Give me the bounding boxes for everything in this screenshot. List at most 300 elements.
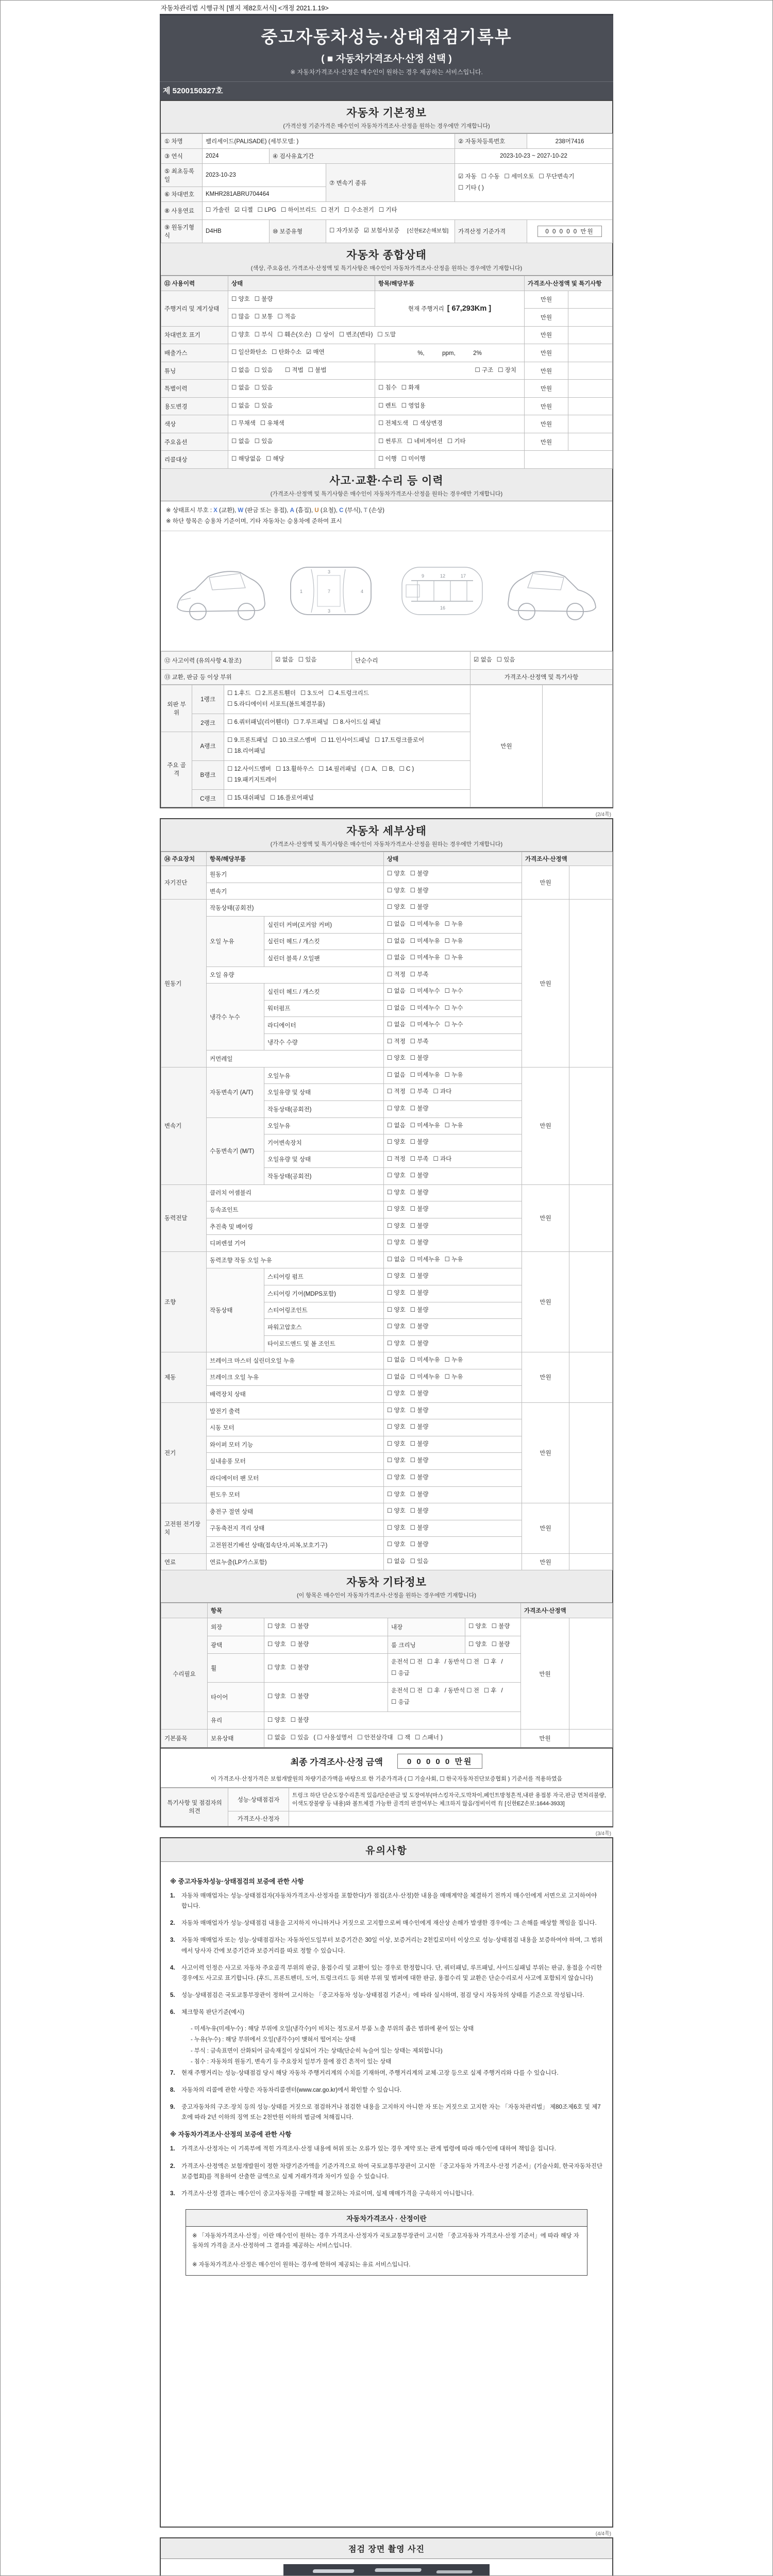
checkbox-17.트렁크플로어[interactable]: ☐ 17.트렁크플로어 [374, 737, 425, 743]
checkbox-불량[interactable]: ☐ 불량 [290, 1693, 309, 1700]
notices-title: 유의사항 [161, 1838, 612, 1862]
checkbox-훼손(오손)[interactable]: ☐ 훼손(오손) [277, 331, 312, 338]
checkbox-없음[interactable]: ☐ 없음 [387, 988, 406, 995]
checkbox-적정[interactable]: ☐ 적정 [387, 1156, 406, 1162]
checkbox-부족[interactable]: ☐ 부족 [410, 971, 429, 978]
checkbox-양호[interactable]: ☐ 양호 [387, 1440, 406, 1447]
checkbox-불량[interactable]: ☐ 불량 [410, 1524, 429, 1531]
reg-no-label-text: ② 자동차등록번호 [458, 139, 506, 145]
checkbox-불량[interactable]: ☐ 불량 [254, 296, 273, 302]
checkbox-누유[interactable]: ☐ 누유 [444, 1122, 463, 1129]
checkbox-양호[interactable]: ☐ 양호 [387, 1189, 406, 1196]
cell-text: 배출가스 [164, 350, 188, 357]
checkbox-부족[interactable]: ☐ 부족 [410, 1156, 429, 1162]
checkbox-양호[interactable]: ☐ 양호 [387, 1340, 406, 1347]
checkbox-과다[interactable]: ☐ 과다 [433, 1156, 452, 1162]
table-cell [207, 1419, 384, 1436]
replaced-panels-label-text: ⑬ 교환, 판금 등 이상 부위 [164, 674, 232, 681]
checkbox-양호[interactable]: ☐ 양호 [387, 1240, 406, 1246]
checkbox-세미오토[interactable]: ☐ 세미오토 [504, 173, 534, 180]
notice-item [170, 1891, 603, 1911]
status-symbol-T: T [363, 507, 367, 514]
table-cell [375, 415, 525, 433]
checkbox-불량[interactable]: ☐ 불량 [491, 1641, 510, 1648]
checkbox-보험사보증[interactable]: ☑ 보험사보증 [363, 227, 400, 234]
table-cell [264, 1268, 384, 1285]
base-price-value [527, 219, 613, 243]
inspection-period-value-text: 2023-10-23 ~ 2027-10-22 [500, 153, 567, 159]
car-name-value [203, 134, 455, 149]
checkbox-해당없음[interactable]: ☐ 해당없음 [231, 456, 261, 463]
checkbox-없음[interactable]: ☐ 없음 [267, 1735, 286, 1741]
table-cell [522, 1553, 569, 1570]
first-reg-date-label [161, 164, 203, 187]
notice-item [170, 2144, 603, 2154]
checkbox-9.프론트패널[interactable]: ☐ 9.프론트패널 [227, 737, 268, 743]
checkbox-양호[interactable]: ☐ 양호 [267, 1665, 286, 1671]
accident-history-label-text: ⑫ 사고이력 (유의사항 4.참조) [164, 658, 242, 665]
checkbox-불량[interactable]: ☐ 불량 [290, 1665, 309, 1671]
checkbox-있음[interactable]: ☐ 있음 [290, 1735, 309, 1741]
checkbox-후[interactable]: ☐ 후 [427, 1659, 440, 1666]
checkbox-미세누유[interactable]: ☐ 미세누유 [410, 1357, 440, 1364]
checkbox-렌트[interactable]: ☐ 렌트 [378, 402, 397, 409]
checkbox-불량[interactable]: ☐ 불량 [410, 904, 429, 911]
checkbox-누유[interactable]: ☐ 누유 [444, 1374, 463, 1380]
checkbox-양호[interactable]: ☐ 양호 [267, 1623, 286, 1630]
checkbox-양호[interactable]: ☐ 양호 [468, 1623, 487, 1630]
checkbox-도말[interactable]: ☐ 도말 [377, 331, 396, 338]
checkbox-많음[interactable]: ☐ 많음 [231, 314, 250, 320]
status-symbol-desc: (판금 또는 용접), [243, 507, 290, 514]
checkbox-미이행[interactable]: ☐ 미이행 [401, 456, 426, 463]
checkbox-불량[interactable]: ☐ 불량 [410, 1541, 429, 1548]
checkbox-6.쿼터패널(리어휀더)[interactable]: ☐ 6.쿼터패널(리어휀더) [227, 719, 289, 726]
checkbox-8.사이드실 패널[interactable]: ☐ 8.사이드실 패널 [333, 719, 381, 726]
checkbox-양호[interactable]: ☐ 양호 [267, 1693, 286, 1700]
table-row [161, 415, 613, 433]
notice-item-text: 중고자동차의 구조·장치 등의 성능·상태를 거짓으로 점검하거나 점검한 내용을 고지하지 아니한 자 또는 거짓으로 고지한 자는 「자동차관리법」 제80조제6호 및 제7호에 따라 2년 이하의 징역 또는 2천만원 이하의 벌금에 처해집니다. [181, 2104, 601, 2121]
checkbox-수동[interactable]: ☐ 수동 [481, 173, 500, 180]
checkbox-보통[interactable]: ☐ 보통 [254, 314, 273, 320]
accident-history-options [272, 652, 352, 670]
checkbox-매연[interactable]: ☑ 매연 [306, 349, 325, 356]
checkbox-누유[interactable]: ☐ 누유 [444, 1357, 463, 1364]
table-cell [525, 276, 613, 291]
checkbox-양호[interactable]: ☐ 양호 [387, 1458, 406, 1464]
emission-values [375, 344, 525, 362]
checkbox-없음[interactable]: ☑ 없음 [474, 657, 492, 664]
checkbox-불량[interactable]: ☐ 불량 [410, 1307, 429, 1313]
checkbox-양호[interactable]: ☐ 양호 [387, 1223, 406, 1229]
car-name-label [161, 134, 203, 149]
svg-text:3: 3 [328, 569, 331, 575]
checkbox-적법[interactable]: ☐ 적법 [284, 367, 304, 374]
checkbox-양호[interactable]: ☐ 양호 [387, 1273, 406, 1280]
checkbox-장치[interactable]: ☐ 장치 [498, 367, 516, 374]
checkbox-불량[interactable]: ☐ 불량 [410, 1273, 429, 1280]
checkbox-불량[interactable]: ☐ 불량 [410, 1340, 429, 1347]
checkbox-전[interactable]: ☐ 전 [410, 1688, 423, 1694]
checkbox-13.휠하우스[interactable]: ☐ 13.휠하우스 [276, 766, 314, 772]
checkbox-누유[interactable]: ☐ 누유 [444, 921, 463, 927]
checkbox-불량[interactable]: ☐ 불량 [410, 1189, 429, 1196]
emission-values-text: %, ppm, 2% [417, 350, 482, 357]
checkbox-미세누유[interactable]: ☐ 미세누유 [410, 1122, 440, 1129]
checkbox-가솔린[interactable]: ☐ 가솔린 [206, 207, 230, 213]
checkbox-안전삼각대[interactable]: ☐ 안전삼각대 [357, 1735, 393, 1741]
checkbox-18.리어패널[interactable]: ☐ 18.리어패널 [227, 748, 265, 755]
table-cell [375, 362, 525, 380]
checkbox-없음[interactable]: ☐ 없음 [387, 1022, 406, 1028]
checkbox-불량[interactable]: ☐ 불량 [410, 1491, 429, 1498]
checkbox-있음[interactable]: ☐ 있음 [254, 385, 273, 392]
checkbox-불량[interactable]: ☐ 불량 [410, 1139, 429, 1146]
checkbox-미세누수[interactable]: ☐ 미세누수 [410, 1005, 440, 1011]
table-cell [384, 1520, 522, 1537]
checkbox-후[interactable]: ☐ 후 [483, 1659, 497, 1666]
notice-item-number: 5. [170, 1992, 175, 1998]
checkbox-미세누유[interactable]: ☐ 미세누유 [410, 1072, 440, 1078]
high-voltage-section-label [161, 1503, 207, 1554]
warranty-type-options-tail: [신한EZ손해보험] [407, 227, 449, 234]
checkbox-불량[interactable]: ☐ 불량 [410, 1055, 429, 1062]
table-cell [264, 1067, 384, 1084]
checkbox-양호[interactable]: ☐ 양호 [387, 1290, 406, 1296]
checkbox-양호[interactable]: ☐ 양호 [387, 1139, 406, 1146]
checkbox-양호[interactable]: ☐ 양호 [267, 1717, 286, 1723]
checkbox-양호[interactable]: ☐ 양호 [267, 1641, 286, 1648]
table-row [161, 362, 613, 380]
checkbox-4.트렁크리드[interactable]: ☐ 4.트렁크리드 [328, 690, 369, 697]
checkbox-불량[interactable]: ☐ 불량 [410, 1324, 429, 1330]
checkbox-누수[interactable]: ☐ 누수 [444, 988, 463, 995]
checkbox-없음[interactable]: ☐ 없음 [231, 402, 250, 409]
section-page1 [160, 100, 613, 808]
engine-model-value [203, 219, 270, 243]
checkbox-색상변경[interactable]: ☐ 색상변경 [412, 420, 443, 427]
table-cell [522, 900, 569, 1067]
outer-panel-label-text: 외판 부위 [167, 701, 186, 716]
checkbox-불량[interactable]: ☐ 불량 [410, 1407, 429, 1414]
checkbox-전[interactable]: ☐ 전 [466, 1659, 479, 1666]
checkbox-양호[interactable]: ☐ 양호 [387, 1391, 406, 1397]
cell-text: 1랭크 [200, 697, 215, 703]
table-row [161, 1503, 613, 1520]
checkbox-불량[interactable]: ☐ 불량 [410, 1424, 429, 1431]
checkbox-부족[interactable]: ☐ 부족 [410, 1038, 429, 1045]
checkbox-미세누유[interactable]: ☐ 미세누유 [410, 921, 440, 927]
checkbox-불량[interactable]: ☐ 불량 [410, 1508, 429, 1515]
checkbox-양호[interactable]: ☐ 양호 [387, 1475, 406, 1481]
checkbox-양호[interactable]: ☐ 양호 [387, 1424, 406, 1431]
checkbox-응급[interactable]: ☐ 응급 [391, 1670, 410, 1676]
checkbox-후[interactable]: ☐ 후 [427, 1688, 440, 1694]
transmission-type-label-text: ⑦ 변속기 종류 [329, 180, 367, 187]
table-cell [384, 1419, 522, 1436]
checkbox-누유[interactable]: ☐ 누유 [444, 938, 463, 944]
cell-text: 실내송풍 모터 [210, 1459, 246, 1465]
checkbox-영업용[interactable]: ☐ 영업용 [401, 402, 426, 409]
checkbox-2.프론트휀더[interactable]: ☐ 2.프론트휀더 [255, 690, 296, 697]
checkbox-적정[interactable]: ☐ 적정 [387, 971, 406, 978]
cell-text: 작동상태 [210, 1308, 233, 1314]
checkbox-없음[interactable]: ☐ 없음 [387, 1357, 406, 1364]
special-notes-table [161, 1788, 613, 1826]
table-cell [264, 1636, 388, 1654]
checkbox-기타[interactable]: ☐ 기타 [447, 438, 466, 445]
checkbox-없음[interactable]: ☐ 없음 [387, 1072, 406, 1078]
checkbox-누유[interactable]: ☐ 누유 [444, 1072, 463, 1078]
table-row [161, 291, 613, 309]
checkbox-침수[interactable]: ☐ 침수 [378, 385, 397, 392]
brake-section-label [161, 1352, 207, 1403]
checkbox-양호[interactable]: ☐ 양호 [387, 871, 406, 877]
checkbox-없음[interactable]: ☐ 없음 [387, 955, 406, 961]
checkbox-구조[interactable]: ☐ 구조 [475, 367, 494, 374]
checkbox-누유[interactable]: ☐ 누유 [444, 955, 463, 961]
checkbox-불량[interactable]: ☐ 불량 [410, 1223, 429, 1229]
table-cell [384, 1302, 522, 1319]
table-row [161, 669, 613, 684]
electrical-section-label [161, 1402, 207, 1503]
document-header [160, 14, 613, 100]
notice-item [170, 1990, 603, 2001]
checkbox-양호[interactable]: ☐ 양호 [231, 331, 250, 338]
checkbox-없음[interactable]: ☐ 없음 [231, 438, 250, 445]
checkbox-있음[interactable]: ☐ 있음 [496, 657, 515, 664]
checkbox-일산화탄소[interactable]: ☐ 일산화탄소 [231, 349, 267, 356]
checkbox-누수[interactable]: ☐ 누수 [444, 1022, 463, 1028]
checkbox-전[interactable]: ☐ 전 [410, 1659, 423, 1666]
checkbox-미세누유[interactable]: ☐ 미세누유 [410, 1256, 440, 1263]
checkbox-있음[interactable]: ☐ 있음 [254, 367, 273, 374]
table-cell [568, 397, 613, 415]
table-cell [264, 950, 384, 967]
table-cell [264, 1000, 384, 1017]
legend-prefix: ※ 상태표시 부호 : [166, 507, 214, 514]
checkbox-없음[interactable]: ☐ 없음 [387, 1122, 406, 1129]
checkbox-불법[interactable]: ☐ 불법 [308, 367, 327, 374]
cell-text: 실린더 커버(로커암 커버) [267, 922, 332, 928]
checkbox-불량[interactable]: ☐ 불량 [410, 1173, 429, 1179]
checkbox-유채색[interactable]: ☐ 유채색 [260, 420, 284, 427]
cell-text: 오일 유량 [210, 972, 234, 979]
checkbox-변조(변타)[interactable]: ☐ 변조(변타) [339, 331, 373, 338]
checkbox-미세누유[interactable]: ☐ 미세누유 [410, 955, 440, 961]
checkbox-양호[interactable]: ☐ 양호 [387, 1055, 406, 1062]
checkbox-썬루프[interactable]: ☐ 썬루프 [378, 438, 402, 445]
table-cell [388, 1636, 465, 1654]
checkbox-불량[interactable]: ☐ 불량 [410, 1440, 429, 1447]
checkbox-자동[interactable]: ☑ 자동 [458, 173, 477, 180]
checkbox-부족[interactable]: ☐ 부족 [410, 1089, 429, 1095]
checkbox-불량[interactable]: ☐ 불량 [491, 1623, 510, 1630]
checkbox-탄화수소[interactable]: ☐ 탄화수소 [272, 349, 302, 356]
model-year-label-text: ③ 연식 [164, 154, 183, 160]
checkbox-없음[interactable]: ☐ 없음 [387, 1005, 406, 1011]
checkbox-있음[interactable]: ☐ 있음 [298, 657, 317, 664]
checkbox-후[interactable]: ☐ 후 [483, 1688, 497, 1694]
checkbox-무단변속기[interactable]: ☐ 무단변속기 [539, 173, 575, 180]
checkbox-불량[interactable]: ☐ 불량 [410, 1105, 429, 1112]
checkbox-LPG[interactable]: ☐ LPG [257, 207, 277, 213]
checkbox-없음[interactable]: ☐ 없음 [387, 938, 406, 944]
table-cell [388, 1618, 465, 1636]
checkbox-3.도어[interactable]: ☐ 3.도어 [300, 690, 324, 697]
checkbox-11.인사이드패널[interactable]: ☐ 11.인사이드패널 [321, 737, 370, 743]
inspection-period-label [270, 149, 455, 164]
table-row [161, 1402, 613, 1419]
checkbox-C )[interactable]: ☐ C ) [399, 766, 414, 772]
checkbox-없음[interactable]: ☐ 없음 [231, 385, 250, 392]
checkbox-양호[interactable]: ☐ 양호 [387, 1324, 406, 1330]
table-cell [384, 1000, 522, 1017]
checkbox-불량[interactable]: ☐ 불량 [290, 1623, 309, 1630]
checkbox-잭[interactable]: ☐ 잭 [397, 1735, 411, 1741]
table-cell [207, 916, 264, 967]
checkbox-불량[interactable]: ☐ 불량 [290, 1717, 309, 1723]
checkbox-있음[interactable]: ☐ 있음 [254, 402, 273, 409]
checkbox-하이브리드[interactable]: ☐ 하이브리드 [281, 207, 317, 213]
checkbox-양호[interactable]: ☐ 양호 [387, 1407, 406, 1414]
checkbox-14.필러패널[interactable]: ☐ 14.필러패널 [318, 766, 357, 772]
checkbox-사용설명서[interactable]: ☐ 사용설명서 [317, 1735, 353, 1741]
checkbox-양호[interactable]: ☐ 양호 [387, 904, 406, 911]
checkbox-양호[interactable]: ☐ 양호 [387, 1206, 406, 1213]
table-cell [264, 1100, 384, 1117]
checkbox-기타 ( )[interactable]: ☐ 기타 ( ) [458, 184, 484, 191]
checkbox-네비게이션[interactable]: ☐ 네비게이션 [407, 438, 443, 445]
checkbox-불량[interactable]: ☐ 불량 [410, 1475, 429, 1481]
checkbox-불량[interactable]: ☐ 불량 [410, 1391, 429, 1397]
table-cell [522, 1352, 569, 1403]
checkbox-화재[interactable]: ☐ 화재 [401, 385, 420, 392]
table-cell [568, 433, 613, 451]
checkbox-불량[interactable]: ☐ 불량 [410, 1240, 429, 1246]
table-cell [384, 1033, 522, 1050]
checkbox-양호[interactable]: ☐ 양호 [231, 296, 250, 302]
table-cell [207, 1369, 384, 1386]
checkbox-적음[interactable]: ☐ 적음 [277, 314, 296, 320]
checkbox-19.패키지트레이[interactable]: ☐ 19.패키지트레이 [227, 777, 277, 784]
checkbox-양호[interactable]: ☐ 양호 [387, 1307, 406, 1313]
checkbox-미세누수[interactable]: ☐ 미세누수 [410, 1022, 440, 1028]
checkbox-있음[interactable]: ☐ 있음 [254, 438, 273, 445]
checkbox-응급[interactable]: ☐ 응급 [391, 1699, 410, 1706]
checkbox-없음[interactable]: ☑ 없음 [275, 657, 294, 664]
checkbox-불량[interactable]: ☐ 불량 [410, 1458, 429, 1464]
basic-info-table [161, 133, 613, 243]
cell-text: 만원 [540, 368, 552, 375]
checkbox-전체도색[interactable]: ☐ 전체도색 [378, 420, 408, 427]
checkbox-있음[interactable]: ☐ 있음 [410, 1558, 429, 1565]
checkbox-양호[interactable]: ☐ 양호 [387, 1105, 406, 1112]
checkbox-불량[interactable]: ☐ 불량 [410, 871, 429, 877]
simple-repair-options [470, 652, 613, 670]
cell-text: 배력장치 상태 [210, 1392, 246, 1398]
checkbox-양호[interactable]: ☐ 양호 [387, 1508, 406, 1515]
checkbox-5.라디에이터 서포트(볼트체결부품)[interactable]: ☐ 5.라디에이터 서포트(볼트체결부품) [227, 701, 325, 708]
table-cell [384, 866, 522, 883]
checkbox-12.사이드멤버[interactable]: ☐ 12.사이드멤버 [227, 766, 272, 772]
svg-text:3: 3 [328, 608, 331, 614]
engine-model-label [161, 219, 203, 243]
table-cell [384, 1319, 522, 1336]
checkbox-누수[interactable]: ☐ 누수 [444, 1005, 463, 1011]
checkbox-7.루프패널[interactable]: ☐ 7.루프패널 [293, 719, 329, 726]
cell-text: 만원 [540, 1450, 551, 1456]
cell-text: 수동변속기 (M/T) [210, 1148, 255, 1155]
checkbox-1.후드[interactable]: ☐ 1.후드 [227, 690, 251, 697]
checkbox-전기[interactable]: ☐ 전기 [321, 207, 340, 213]
checkbox-디젤[interactable]: ☑ 디젤 [234, 207, 253, 213]
checkbox-불량[interactable]: ☐ 불량 [410, 1206, 429, 1213]
checkbox-과다[interactable]: ☐ 과다 [433, 1089, 452, 1095]
checkbox-없음[interactable]: ☐ 없음 [231, 367, 250, 374]
checkbox-상이[interactable]: ☐ 상이 [316, 331, 334, 338]
checkbox-자가보증[interactable]: ☐ 자가보증 [329, 227, 359, 234]
checkbox-스패너 )[interactable]: ☐ 스패너 ) [415, 1735, 443, 1741]
checkbox-없음[interactable]: ☐ 없음 [387, 921, 406, 927]
checkbox-양호[interactable]: ☐ 양호 [387, 1491, 406, 1498]
other-info-table [161, 1603, 613, 1747]
checkbox-수소전기[interactable]: ☐ 수소전기 [344, 207, 374, 213]
appraiser-label-text: 가격조사·산정자 [237, 1816, 280, 1823]
checkbox-16.플로어패널[interactable]: ☐ 16.플로어패널 [270, 794, 314, 801]
checkbox-양호[interactable]: ☐ 양호 [387, 887, 406, 894]
checkbox-양호[interactable]: ☐ 양호 [387, 1541, 406, 1548]
cell-text: 튜닝 [164, 368, 176, 375]
checkbox-해당[interactable]: ☐ 해당 [265, 456, 284, 463]
checkbox-양호[interactable]: ☐ 양호 [387, 1524, 406, 1531]
table-cell [384, 1218, 522, 1235]
checkbox-부식[interactable]: ☐ 부식 [254, 331, 273, 338]
checkbox-미세누유[interactable]: ☐ 미세누유 [410, 1374, 440, 1380]
checkbox-B,[interactable]: ☐ B, [382, 766, 395, 772]
checkbox-이행[interactable]: ☐ 이행 [378, 456, 397, 463]
checkbox-없음[interactable]: ☐ 없음 [387, 1374, 406, 1380]
checkbox-누유[interactable]: ☐ 누유 [444, 1256, 463, 1263]
checkbox-적정[interactable]: ☐ 적정 [387, 1038, 406, 1045]
status-symbol-desc: (손상) [367, 507, 385, 514]
checkbox-없음[interactable]: ☐ 없음 [387, 1256, 406, 1263]
checkbox-미세누유[interactable]: ☐ 미세누유 [410, 938, 440, 944]
checkbox-적정[interactable]: ☐ 적정 [387, 1089, 406, 1095]
checkbox-A,[interactable]: ☐ A, [364, 766, 378, 772]
table-row [161, 1730, 613, 1748]
photo-vehicle-front [283, 2564, 490, 2576]
checkbox-불량[interactable]: ☐ 불량 [410, 1290, 429, 1296]
table-cell [388, 1654, 521, 1683]
checkbox-양호[interactable]: ☐ 양호 [468, 1641, 487, 1648]
checkbox-전[interactable]: ☐ 전 [466, 1688, 479, 1694]
checkbox-무채색[interactable]: ☐ 무채색 [231, 420, 256, 427]
checkbox-기타[interactable]: ☐ 기타 [378, 207, 397, 213]
vin-value-text: KMHR281ABRU704464 [206, 191, 270, 197]
checkbox-불량[interactable]: ☐ 불량 [290, 1641, 309, 1648]
checkbox-불량[interactable]: ☐ 불량 [410, 887, 429, 894]
notice-item-number: 6. [170, 2009, 175, 2016]
checkbox-15.대쉬패널[interactable]: ☐ 15.대쉬패널 [227, 794, 265, 801]
checkbox-없음[interactable]: ☐ 없음 [387, 1558, 406, 1565]
checkbox-양호[interactable]: ☐ 양호 [387, 1173, 406, 1179]
table-cell [525, 397, 568, 415]
cell-text: 만원 [540, 314, 552, 321]
checkbox-미세누수[interactable]: ☐ 미세누수 [410, 988, 440, 995]
checkbox-10.크로스멤버[interactable]: ☐ 10.크로스멤버 [272, 737, 316, 743]
table-cell [384, 1168, 522, 1185]
